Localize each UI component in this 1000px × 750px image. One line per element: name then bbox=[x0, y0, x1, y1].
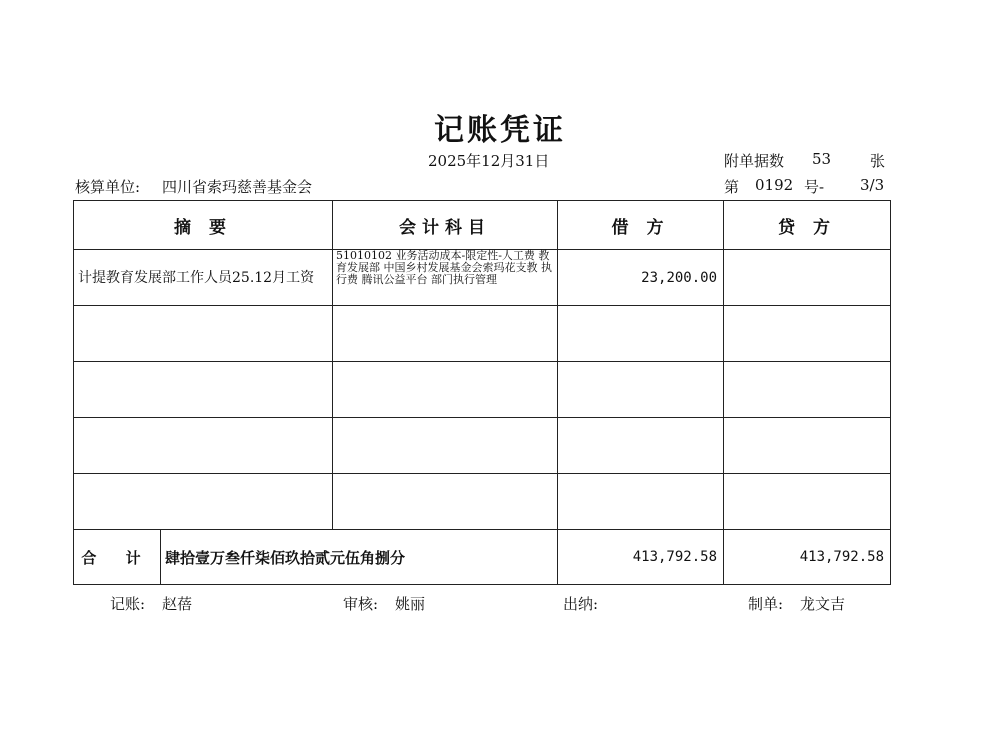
table-row bbox=[74, 306, 891, 362]
table-header-row bbox=[74, 201, 891, 250]
voucher-title: 记账凭证 bbox=[434, 113, 566, 148]
reviewer-label: 审核: bbox=[343, 595, 379, 613]
voucher-table bbox=[73, 200, 891, 585]
reviewer-name: 姚丽 bbox=[395, 595, 426, 613]
row-account bbox=[333, 418, 558, 474]
row-debit: 23,200.00 bbox=[558, 250, 724, 306]
attachments-count: 53 bbox=[812, 150, 832, 168]
preparer-label: 制单: bbox=[748, 595, 784, 613]
table-row bbox=[74, 474, 891, 530]
bookkeeper-label: 记账: bbox=[110, 595, 146, 613]
attachments-label: 附单据数 bbox=[724, 152, 785, 170]
voucher-page: 3/3 bbox=[860, 176, 885, 194]
cashier-label: 出纳: bbox=[563, 595, 599, 613]
voucher-no-suffix: 号- bbox=[804, 178, 825, 196]
row-debit bbox=[558, 418, 724, 474]
row-account: 51010102 业务活动成本-限定性-人工费 教育发展部 中国乡村发展基金会索玛花支教 执行费 腾讯公益平台 部门执行管理 bbox=[333, 250, 558, 306]
preparer-name: 龙文吉 bbox=[800, 595, 846, 613]
voucher-no-number: 0192 bbox=[755, 176, 794, 194]
column-header-account: 会计科目 bbox=[333, 201, 558, 250]
row-credit bbox=[724, 306, 891, 362]
row-debit bbox=[558, 474, 724, 530]
row-summary bbox=[74, 362, 333, 418]
row-summary bbox=[74, 418, 333, 474]
row-debit bbox=[558, 362, 724, 418]
column-header-debit: 借 方 bbox=[558, 201, 724, 250]
row-credit bbox=[724, 362, 891, 418]
total-label: 合 计 bbox=[74, 530, 161, 585]
row-account bbox=[333, 474, 558, 530]
voucher-date: 2025年12月31日 bbox=[428, 152, 550, 170]
attachments-unit: 张 bbox=[870, 152, 886, 170]
accounting-unit-name: 四川省索玛慈善基金会 bbox=[162, 178, 313, 196]
voucher-no-prefix: 第 bbox=[724, 178, 740, 196]
row-credit bbox=[724, 250, 891, 306]
row-summary bbox=[74, 306, 333, 362]
row-credit bbox=[724, 418, 891, 474]
row-debit bbox=[558, 306, 724, 362]
total-amount-in-words: 肆拾壹万叁仟柒佰玖拾贰元伍角捌分 bbox=[161, 530, 558, 585]
row-summary bbox=[74, 474, 333, 530]
table-row bbox=[74, 418, 891, 474]
row-account bbox=[333, 362, 558, 418]
row-account bbox=[333, 306, 558, 362]
total-row bbox=[74, 530, 891, 585]
total-credit: 413,792.58 bbox=[724, 530, 891, 585]
row-credit bbox=[724, 474, 891, 530]
bookkeeper-name: 赵蓓 bbox=[162, 595, 193, 613]
row-summary: 计提教育发展部工作人员25.12月工资 bbox=[74, 250, 333, 306]
column-header-summary: 摘 要 bbox=[74, 201, 333, 250]
column-header-credit: 贷 方 bbox=[724, 201, 891, 250]
table-row bbox=[74, 250, 891, 306]
accounting-unit-label: 核算单位: bbox=[75, 178, 141, 196]
table-row bbox=[74, 362, 891, 418]
total-debit: 413,792.58 bbox=[558, 530, 724, 585]
